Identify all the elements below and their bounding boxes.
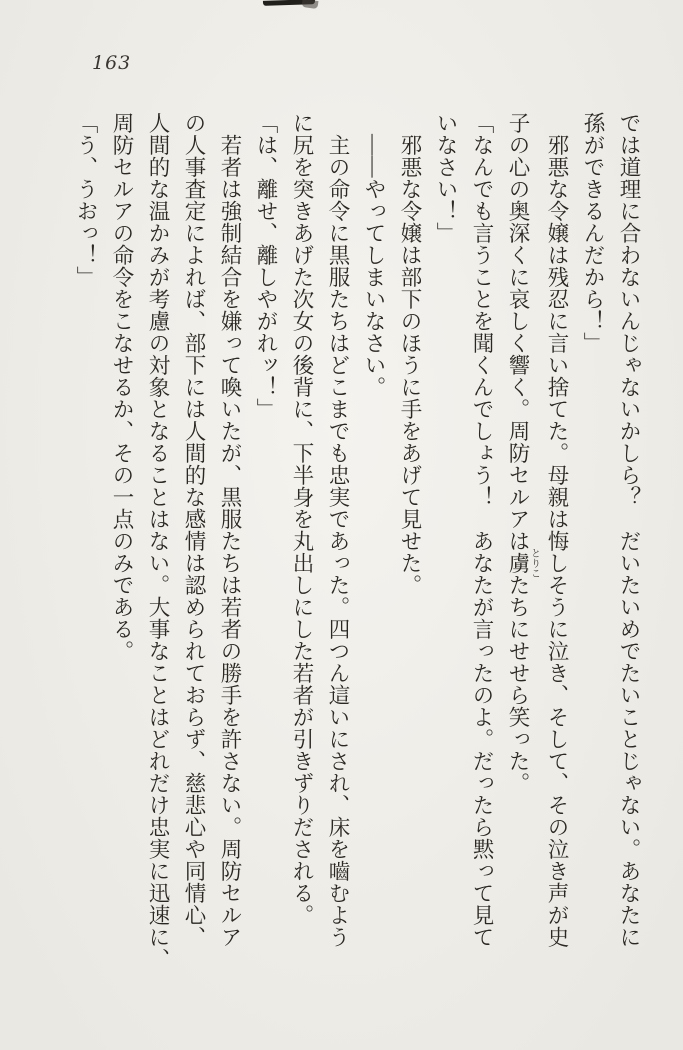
text-line: の人事査定によれば、部下には人間的な感情は認められておらず、慈悲心や同情心、 [182,112,206,948]
text-line: いなさい！」 [434,112,458,244]
text-line: 邪悪な令嬢は残忍に言い捨てた。母親は悔しそうに泣き、そして、その泣き声が史 [545,112,569,948]
text-line: 周防セルアの命令をこなせるか、その一点のみである。 [110,112,134,662]
text-line: 邪悪な令嬢は部下のほうに手をあげて見せた。 [398,112,422,596]
text-line: 孫ができるんだから！」 [581,112,605,354]
ruby-text: とりこ [528,548,540,578]
text-line: に尻を突きあげた次女の後背に、下半身を丸出しにした若者が引きずりだされる。 [290,112,314,926]
text-line-with-ruby [500,112,539,1022]
text-line: 「は、離せ、離しやがれッ！」 [254,112,278,420]
text-line: 主の命令に黒服たちはどこまでも忠実であった。四つん這いにされ、床を嚙むよう [326,112,350,948]
text-line: 「う、うおっ！」 [74,112,98,288]
text-segment: 子の心の奥深くに哀しく響く。周防セルアは [506,112,530,552]
text-line: 人間的な温かみが考慮の対象となることはない。大事なことはどれだけ忠実に迅速に、 [146,112,170,970]
text-line: ——やってしまいなさい。 [362,112,386,398]
ruby-annotation [506,548,540,578]
scan-ink-artifact-small [302,0,319,9]
text-line: 「なんでも言うことを聞くんでしょう！ あなたが言ったのよ。だったら黙って見て [470,112,494,948]
text-line: では道理に合わないんじゃないかしら？ だいたいめでたいことじゃない。あなたに [617,112,641,948]
ruby-base: 虜 [506,548,530,578]
text-segment: たちにせせら笑った。 [506,574,530,794]
vertical-text-block [68,112,647,1022]
page-number: 163 [92,52,132,74]
text-line: 若者は強制結合を嫌って喚いたが、黒服たちは若者の勝手を許さない。周防セルア [218,112,242,948]
